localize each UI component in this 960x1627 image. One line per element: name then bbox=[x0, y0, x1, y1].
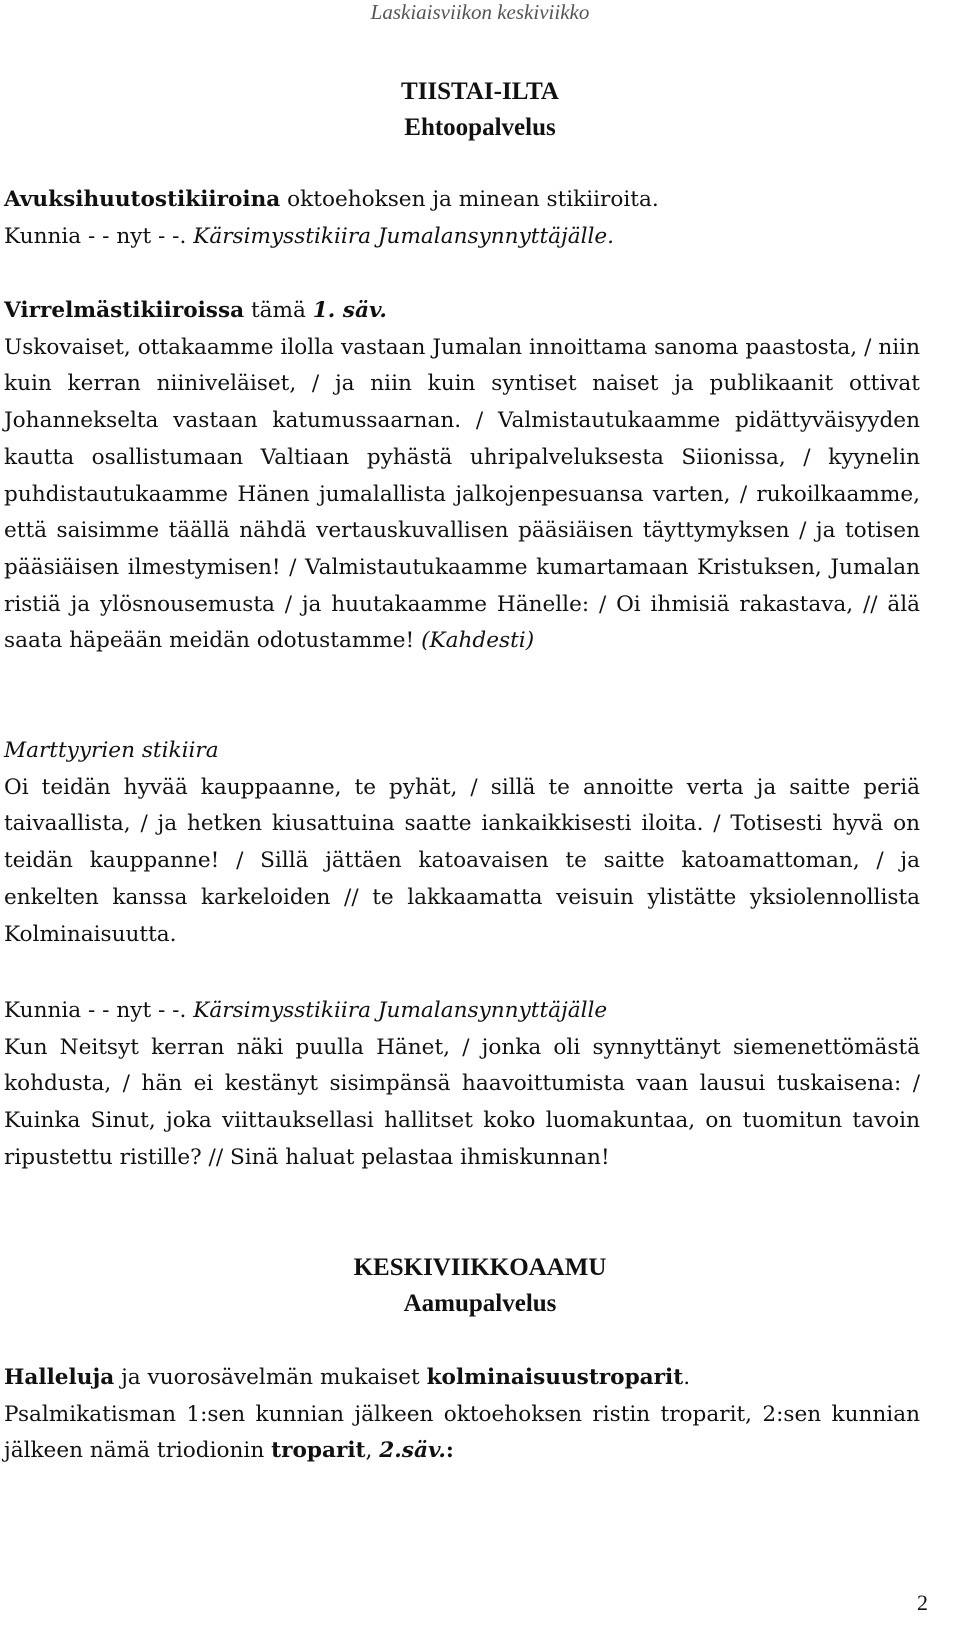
troparia-bold: kolminaisuustroparit bbox=[426, 1365, 684, 1390]
wednesday-body bbox=[4, 1360, 920, 1470]
psalm-tone: 2.säv. bbox=[379, 1438, 446, 1464]
halleluja-end: . bbox=[683, 1365, 691, 1390]
psalm-line bbox=[4, 1397, 920, 1470]
psalm-bold: troparit bbox=[271, 1438, 366, 1464]
psalm-comma: , bbox=[365, 1438, 380, 1464]
martyr-section bbox=[4, 733, 920, 953]
section-title-wednesday: KESKIVIIKKOAAMU bbox=[353, 1254, 607, 1281]
virrel-tone: 1. säv. bbox=[312, 298, 387, 323]
theotokion-section bbox=[4, 993, 920, 1177]
virrel-section bbox=[4, 293, 920, 660]
kunnia2-italic: Kärsimysstikiira Jumalansynnyttäjälle bbox=[193, 998, 608, 1023]
psalm-plain: Psalmikatisman 1:sen kunnian jälkeen oktoehoksen ristin troparit, 2:sen kunnian jälkeen nämä triodionin bbox=[4, 1401, 920, 1464]
kunnia2-plain: Kunnia - - nyt - -. bbox=[4, 998, 194, 1023]
intro-rest: oktoehoksen ja minean stikiiroita. bbox=[280, 187, 659, 212]
kunnia2-line bbox=[4, 993, 920, 1030]
kunnia-plain: Kunnia - - nyt - -. bbox=[4, 223, 194, 249]
hymn-paragraph-1 bbox=[4, 330, 920, 660]
halleluja-line bbox=[4, 1360, 920, 1397]
hymn1-note: (Kahdesti) bbox=[421, 628, 535, 654]
halleluja-plain: ja vuorosävelmän mukaiset bbox=[114, 1365, 427, 1390]
intro-line bbox=[4, 182, 920, 219]
theotokion-text: Kun Neitsyt kerran näki puulla Hänet, / jonka oli synnyttänyt siemenettömästä kohdusta, / hän ei kestänyt sisimpänsä haavoittumista vaan lausui tuskaisena: / Kuinka Sinut, joka viittauksellasi hallitset koko luomakuntaa, on tuomitun tavoin ripustettu ristille? // Sinä haluat pelastaa ihmiskunnan! bbox=[4, 1034, 920, 1170]
page-number: 2 bbox=[917, 1590, 928, 1615]
hymn1-text: Uskovaiset, ottakaamme ilolla vastaan Jumalan innoittama sanoma paastosta, / niin kuin kerran niiniveläiset, / ja niin kuin syntiset naiset ja publikaanit ottivat Johannekselta vastaan katumussaarnan. / Valmistautukaamme pidättyväisyyden kautta osallistumaan Valtiaan pyhästä uhripalveluksesta Siionissa, / kyynelin puhdistautukaamme Hänen jumalallista jalkojenpesuansa varten, / rukoilkaamme, että saisimme täällä nähdä vertauskuvallisen pääsiäisen täyttymyksen / ja totisen pääsiäisen ilmestymisen! / Valmistautukaamme kumartamaan Kristuksen, Jumalan ristiä ja ylösnousemusta / ja huutakaamme Hänelle: / Oi ihmisiä rakastava, // älä saata häpeään meidän odotustamme! bbox=[4, 334, 920, 654]
section-subtitle-wednesday: Aamupalvelus bbox=[403, 1290, 557, 1317]
psalm-colon: : bbox=[445, 1438, 454, 1464]
section-title-tuesday: TIISTAI-ILTA bbox=[401, 78, 559, 105]
running-header: Laskiaisviikon keskiviikko bbox=[370, 0, 590, 24]
kunnia-italic: Kärsimysstikiira Jumalansynnyttäjälle. bbox=[193, 223, 615, 249]
virrel-line bbox=[4, 293, 920, 330]
tuesday-intro bbox=[4, 182, 920, 255]
intro-bold: Avuksihuutostikiiroina bbox=[4, 187, 281, 212]
martyr-label: Marttyyrien stikiira bbox=[4, 738, 219, 763]
halleluja-bold: Halleluja bbox=[4, 1365, 115, 1390]
virrel-bold: Virrelmästikiiroissa bbox=[4, 298, 245, 323]
virrel-plain: tämä bbox=[244, 298, 313, 323]
martyr-text: Oi teidän hyvää kauppaanne, te pyhät, / sillä te annoitte verta ja saitte periä taivaallista, / ja hetken kiusattuina saatte iankaikkisesti iloita. / Totisesti hyvä on teidän kauppanne! / Sillä jättäen katoavaisen te saitte katoamattoman, / ja enkelten kanssa karkeloiden // te lakkaamatta veisuin ylistätte yksiolennollista Kolminaisuutta. bbox=[4, 774, 920, 947]
kunnia-line bbox=[4, 219, 920, 256]
section-subtitle-tuesday: Ehtoopalvelus bbox=[404, 114, 556, 141]
